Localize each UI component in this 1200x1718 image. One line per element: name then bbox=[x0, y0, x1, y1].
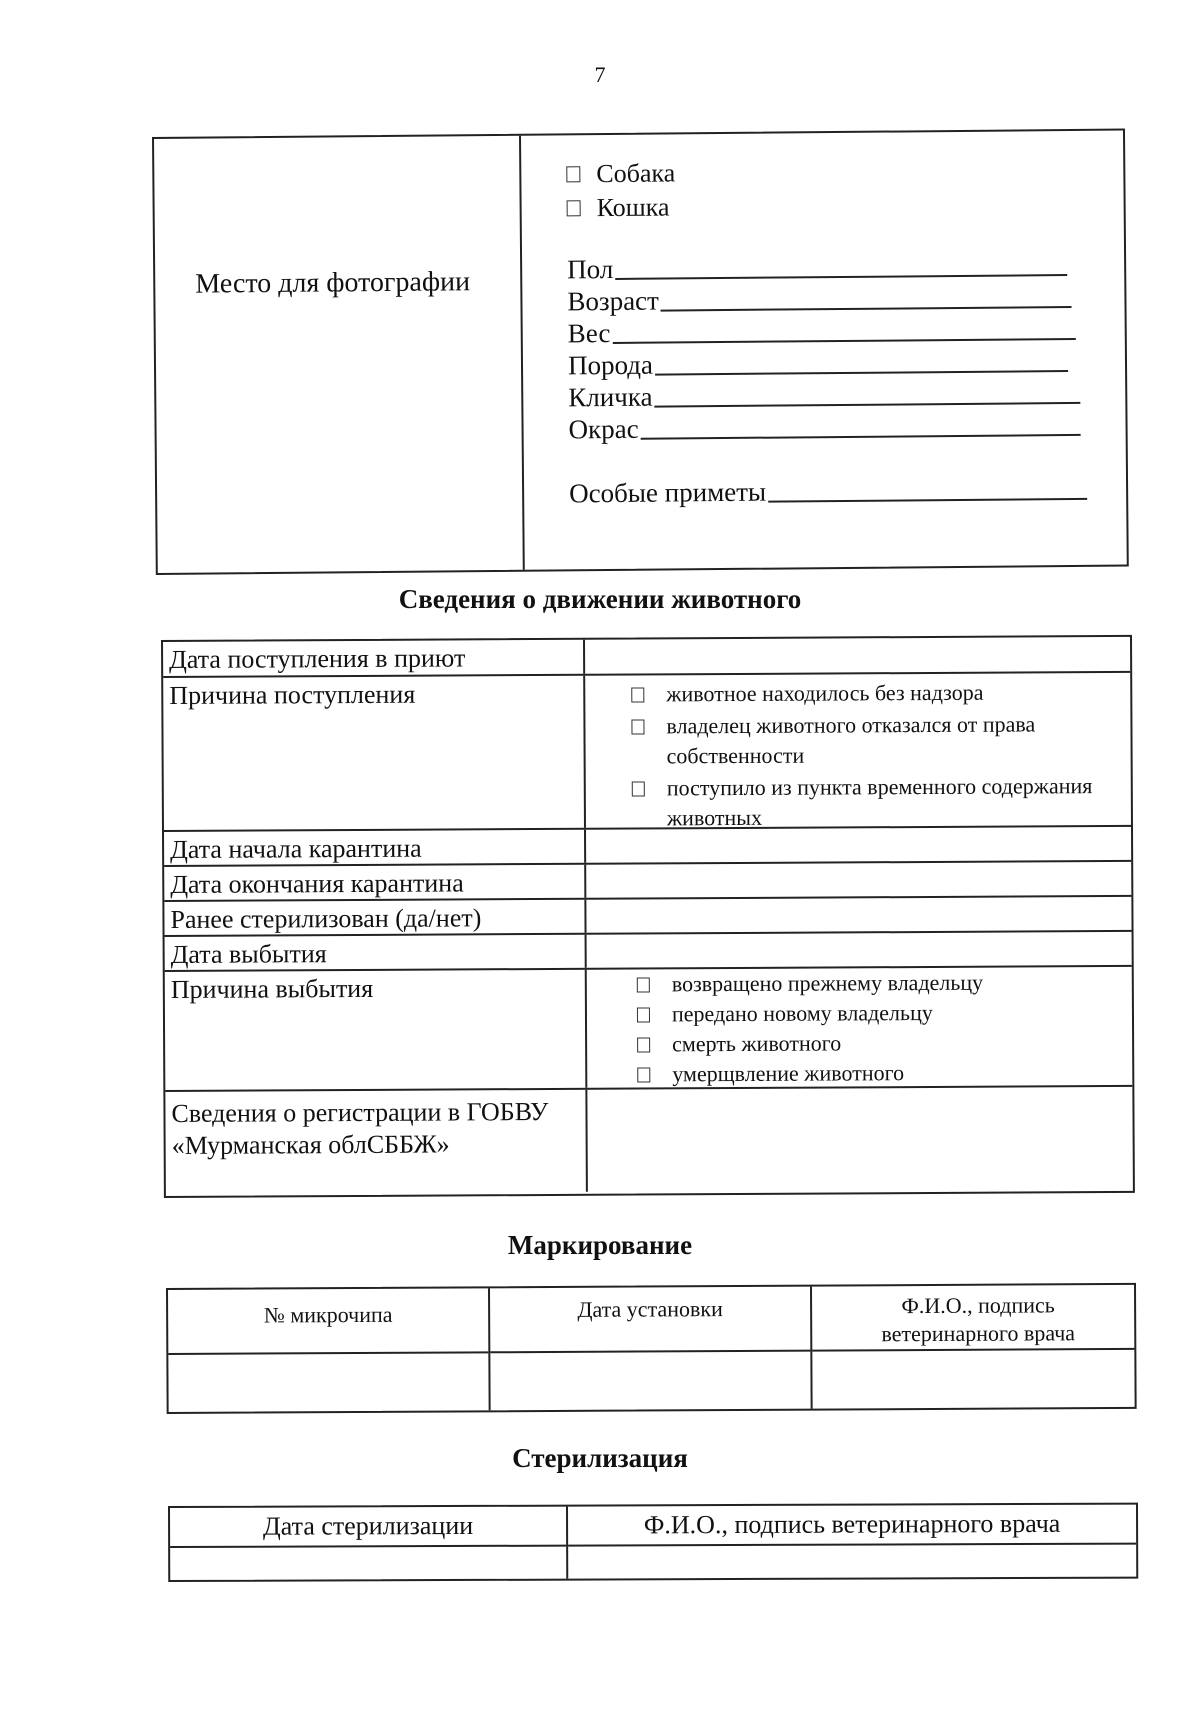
field-special-marks-label: Особые приметы bbox=[568, 476, 767, 509]
field-breed-label: Порода bbox=[567, 349, 654, 381]
field-color[interactable] bbox=[568, 409, 1080, 445]
field-weight-value[interactable] bbox=[612, 338, 1075, 344]
checkbox-returned-owner[interactable] bbox=[637, 977, 650, 992]
option-euthanasia[interactable] bbox=[637, 1057, 1122, 1090]
registration-value[interactable] bbox=[587, 1087, 1133, 1192]
checkbox-dog[interactable] bbox=[566, 166, 580, 182]
table-row bbox=[164, 827, 1131, 867]
field-special-marks-value[interactable] bbox=[768, 498, 1087, 503]
marking-table bbox=[166, 1283, 1137, 1414]
animal-details bbox=[566, 153, 1089, 510]
field-breed[interactable] bbox=[568, 345, 1068, 381]
field-special-marks[interactable] bbox=[569, 473, 1087, 510]
field-color-value[interactable] bbox=[641, 434, 1081, 440]
install-date-value[interactable] bbox=[490, 1354, 810, 1411]
sterilization-date-value[interactable] bbox=[170, 1547, 566, 1580]
field-sex-value[interactable] bbox=[615, 274, 1067, 280]
field-name-label: Кличка bbox=[568, 381, 653, 413]
option-returned-owner[interactable] bbox=[637, 967, 1122, 1000]
row-label-quarantine-end: Дата окончания карантина bbox=[164, 865, 586, 900]
column-microchip bbox=[168, 1288, 491, 1412]
row-label-admission-reason: Причина поступления bbox=[163, 676, 586, 830]
field-age-value[interactable] bbox=[661, 306, 1072, 312]
field-color-label: Окрас bbox=[568, 413, 639, 445]
header-microchip: № микрочипа bbox=[168, 1288, 488, 1355]
checkbox-owner-refused[interactable] bbox=[631, 719, 644, 734]
departure-date-value[interactable] bbox=[587, 932, 1132, 968]
species-option-cat[interactable] bbox=[566, 187, 1086, 226]
option-owner-refused-label: владелец животного отказался от права собственности bbox=[666, 711, 1036, 769]
row-label-admission-date: Дата поступления в приют bbox=[163, 640, 585, 676]
sterilization-title: Стерилизация bbox=[512, 1443, 688, 1473]
column-sterilization-vet bbox=[568, 1505, 1136, 1579]
marking-title: Маркирование bbox=[507, 1230, 693, 1260]
field-breed-value[interactable] bbox=[655, 370, 1068, 376]
table-row bbox=[165, 932, 1132, 972]
row-label-registration: Сведения о регистрации в ГОБВУ «Мурманская облСББЖ» bbox=[165, 1090, 588, 1194]
checkbox-euthanasia[interactable] bbox=[637, 1067, 650, 1082]
header-sterilization-vet: Ф.И.О., подпись ветеринарного врача bbox=[568, 1505, 1136, 1547]
column-install-date bbox=[490, 1287, 813, 1411]
option-owner-refused[interactable] bbox=[631, 709, 1120, 772]
option-no-supervision-label: животное находилось без надзора bbox=[666, 679, 984, 707]
option-no-supervision[interactable] bbox=[631, 677, 1120, 710]
header-install-date: Дата установки bbox=[490, 1287, 810, 1354]
table-row bbox=[164, 862, 1131, 902]
table-row bbox=[165, 967, 1133, 1092]
microchip-value[interactable] bbox=[168, 1355, 488, 1412]
row-label-previously-sterilized: Ранее стерилизован (да/нет) bbox=[164, 900, 586, 935]
option-from-temporary-point-label: поступило из пункта временного содержания животных bbox=[666, 773, 1093, 831]
table-row bbox=[163, 673, 1131, 832]
checkbox-death[interactable] bbox=[637, 1037, 650, 1052]
previously-sterilized-value[interactable] bbox=[586, 897, 1131, 933]
sterilization-table bbox=[168, 1503, 1138, 1582]
field-name[interactable] bbox=[568, 377, 1080, 413]
option-new-owner-label: передано новому владельцу bbox=[671, 999, 933, 1027]
species-label-dog: Собака bbox=[596, 158, 676, 189]
checkbox-new-owner[interactable] bbox=[637, 1007, 650, 1022]
option-returned-owner-label: возвращено прежнему владельцу bbox=[671, 969, 984, 997]
animal-card bbox=[152, 129, 1129, 575]
checkbox-cat[interactable] bbox=[567, 200, 581, 216]
header-vet-signature: Ф.И.О., подпись ветеринарного врача bbox=[812, 1285, 1134, 1352]
species-option-dog[interactable] bbox=[566, 153, 1086, 192]
admission-date-value[interactable] bbox=[585, 637, 1130, 674]
field-sex-label: Пол bbox=[567, 253, 614, 285]
option-death-label: смерть животного bbox=[672, 1030, 842, 1057]
quarantine-end-value[interactable] bbox=[586, 862, 1131, 898]
page-number: 7 bbox=[594, 62, 606, 87]
field-age[interactable] bbox=[567, 281, 1071, 317]
option-from-temporary-point[interactable] bbox=[632, 771, 1121, 834]
column-vet-signature bbox=[812, 1285, 1135, 1409]
vet-signature-value[interactable] bbox=[812, 1352, 1134, 1409]
field-age-label: Возраст bbox=[567, 285, 660, 317]
option-new-owner[interactable] bbox=[637, 997, 1122, 1030]
column-sterilization-date bbox=[170, 1507, 568, 1580]
field-sex[interactable] bbox=[567, 249, 1067, 285]
table-row bbox=[164, 897, 1131, 937]
card-divider bbox=[519, 136, 525, 570]
photo-placeholder: Место для фотографии bbox=[195, 266, 471, 300]
option-euthanasia-label: умерщвление животного bbox=[672, 1060, 905, 1087]
movement-title: Сведения о движении животного bbox=[398, 584, 802, 614]
departure-reason-options bbox=[587, 967, 1133, 1088]
header-sterilization-date: Дата стерилизации bbox=[170, 1507, 566, 1548]
option-death[interactable] bbox=[637, 1027, 1122, 1060]
species-label-cat: Кошка bbox=[596, 192, 670, 223]
row-label-quarantine-start: Дата начала карантина bbox=[164, 830, 586, 865]
checkbox-no-supervision[interactable] bbox=[631, 687, 644, 702]
row-label-departure-date: Дата выбытия bbox=[165, 935, 587, 970]
field-weight[interactable] bbox=[568, 313, 1076, 349]
field-name-value[interactable] bbox=[655, 402, 1081, 408]
sterilization-vet-value[interactable] bbox=[568, 1545, 1136, 1579]
quarantine-start-value[interactable] bbox=[586, 827, 1131, 863]
field-weight-label: Вес bbox=[567, 318, 611, 349]
table-row bbox=[163, 637, 1130, 678]
table-row bbox=[165, 1087, 1133, 1194]
admission-reason-options bbox=[585, 673, 1131, 831]
row-label-departure-reason: Причина выбытия bbox=[165, 970, 588, 1090]
checkbox-from-temporary-point[interactable] bbox=[632, 781, 645, 796]
movement-table bbox=[161, 635, 1135, 1198]
